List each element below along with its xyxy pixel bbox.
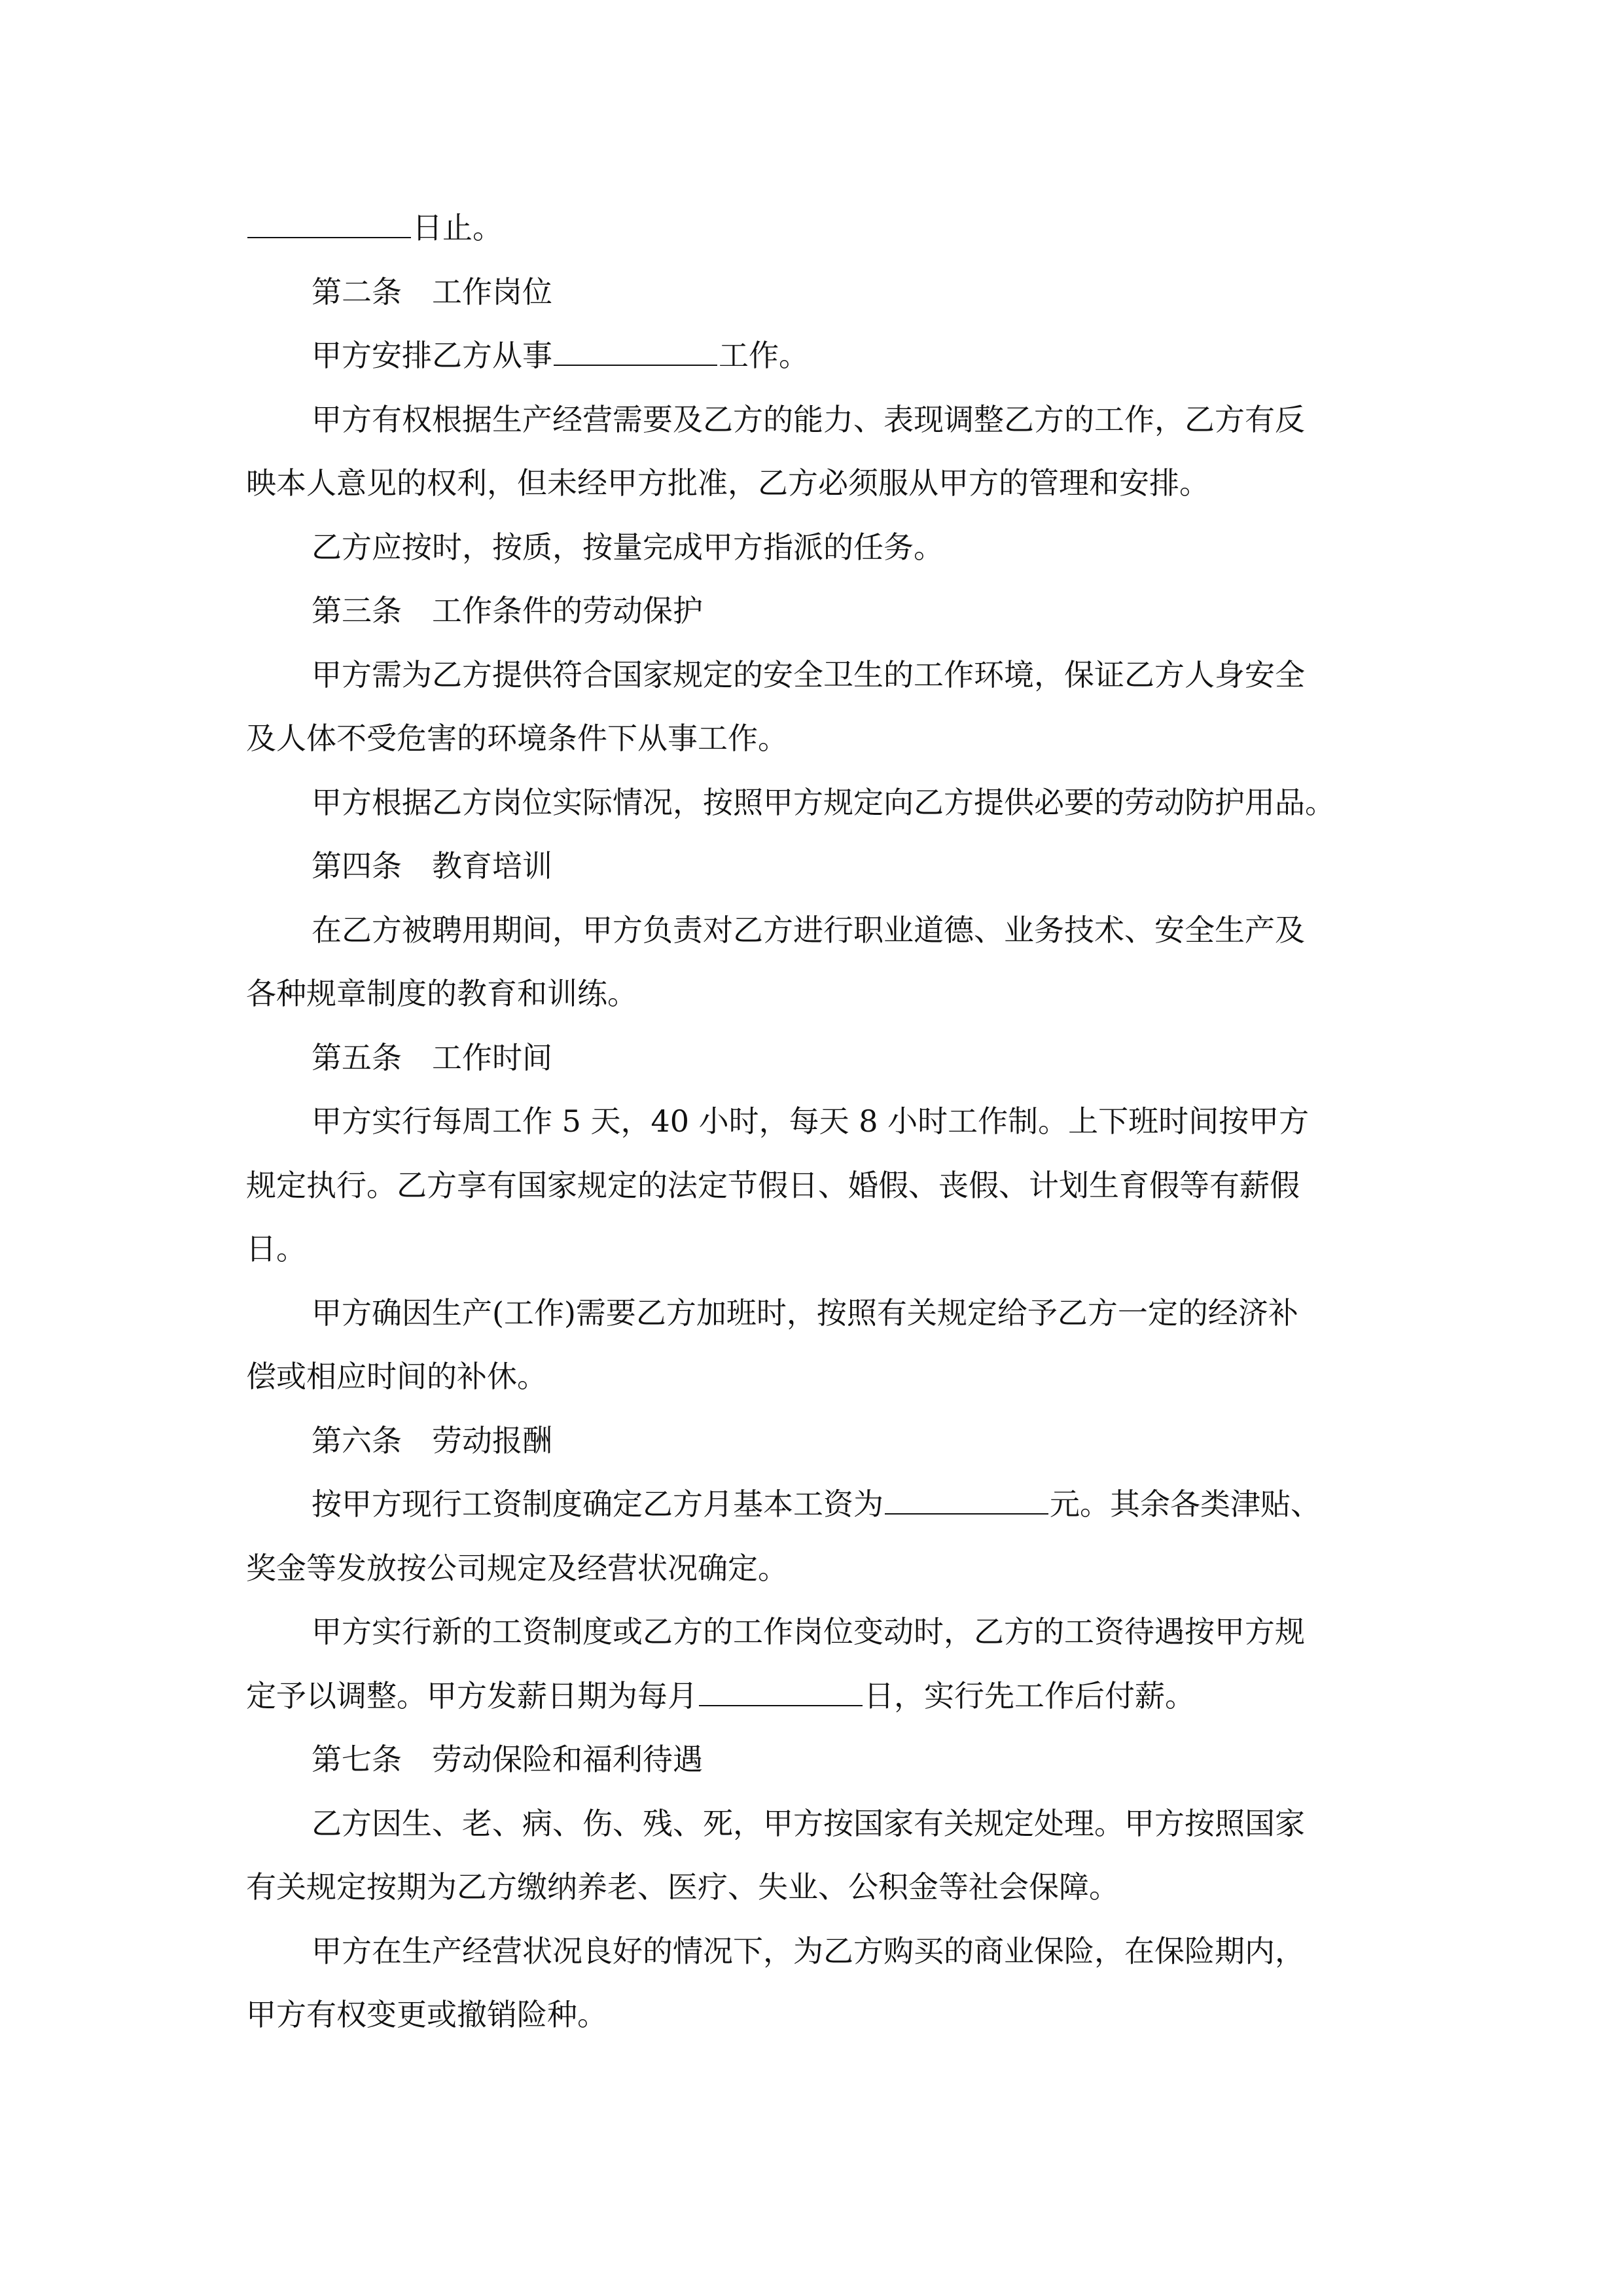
article-title: 工作条件的劳动保护 (432, 593, 703, 628)
article-title: 劳动报酬 (432, 1423, 552, 1458)
paragraph-line: 甲方需为乙方提供符合国家规定的安全卫生的工作环境，保证乙方人身安全 (312, 657, 1305, 692)
line-text: 按甲方现行工资制度确定乙方月基本工资为 (312, 1486, 883, 1522)
paragraph-line: 日。 (246, 1231, 306, 1266)
article-heading (312, 591, 703, 630)
paragraph-line: 奖金等发放按公司规定及经营状况确定。 (246, 1551, 788, 1586)
line-text: 日止。 (412, 210, 503, 245)
paragraph-line: 规定执行。乙方享有国家规定的法定节假日、婚假、丧假、计划生育假等有薪假 (246, 1168, 1300, 1203)
paragraph-line: 及人体不受危害的环境条件下从事工作。 (246, 721, 788, 756)
article-heading (312, 1421, 552, 1460)
paragraph-line: 在乙方被聘用期间，甲方负责对乙方进行职业道德、业务技术、安全生产及 (312, 912, 1305, 948)
article-heading (312, 846, 552, 886)
paragraph-line (246, 1676, 1195, 1715)
article-heading (312, 272, 552, 312)
paragraph-line: 甲方确因生产(工作)需要乙方加班时，按照有关规定给予乙方一定的经济补 (312, 1295, 1298, 1331)
paragraph-line: 乙方应按时，按质，按量完成甲方指派的任务。 (312, 529, 944, 565)
paragraph-line (246, 208, 503, 247)
paragraph-line: 乙方因生、老、病、伤、残、死，甲方按国家有关规定处理。甲方按照国家 (312, 1806, 1305, 1841)
article-heading (312, 1038, 552, 1077)
line-text: 定予以调整。甲方发薪日期为每月 (246, 1678, 698, 1713)
paragraph-line: 甲方有权根据生产经营需要及乙方的能力、表现调整乙方的工作，乙方有反 (312, 402, 1305, 437)
fill-in-blank[interactable] (554, 336, 717, 366)
fill-in-blank[interactable] (885, 1484, 1048, 1515)
article-title: 教育培训 (432, 848, 552, 884)
article-title: 工作岗位 (432, 274, 552, 310)
paragraph-line: 映本人意见的权利，但未经甲方批准，乙方必须服从甲方的管理和安排。 (246, 465, 1209, 501)
article-number: 第二条 (312, 274, 402, 310)
paragraph-line: 甲方根据乙方岗位实际情况，按照甲方规定向乙方提供必要的劳动防护用品。 (312, 785, 1335, 820)
article-title: 工作时间 (432, 1040, 552, 1075)
line-text: 工作。 (719, 338, 809, 373)
line-text: 甲方安排乙方从事 (312, 338, 552, 373)
line-text: 元。其余各类津贴、 (1050, 1486, 1321, 1522)
paragraph-line (312, 336, 809, 375)
line-text: 日，实行先工作后付薪。 (864, 1678, 1195, 1713)
paragraph-line (312, 1484, 1321, 1524)
article-number: 第三条 (312, 593, 402, 628)
article-number: 第七条 (312, 1742, 402, 1777)
paragraph-line: 甲方实行每周工作 5 天，40 小时，每天 8 小时工作制。上下班时间按甲方 (312, 1103, 1310, 1139)
paragraph-line: 甲方有权变更或撤销险种。 (246, 1997, 607, 2032)
article-number: 第四条 (312, 848, 402, 884)
paragraph-line: 甲方实行新的工资制度或乙方的工作岗位变动时，乙方的工资待遇按甲方规 (312, 1614, 1305, 1649)
article-title: 劳动保险和福利待遇 (432, 1742, 703, 1777)
paragraph-line: 甲方在生产经营状况良好的情况下，为乙方购买的商业保险，在保险期内， (312, 1933, 1305, 1969)
fill-in-blank[interactable] (247, 208, 411, 238)
paragraph-line: 有关规定按期为乙方缴纳养老、医疗、失业、公积金等社会保障。 (246, 1869, 1119, 1905)
article-number: 第五条 (312, 1040, 402, 1075)
paragraph-line: 偿或相应时间的补休。 (246, 1359, 547, 1394)
article-number: 第六条 (312, 1423, 402, 1458)
fill-in-blank[interactable] (699, 1676, 863, 1706)
paragraph-line: 各种规章制度的教育和训练。 (246, 976, 637, 1011)
article-heading (312, 1740, 703, 1779)
